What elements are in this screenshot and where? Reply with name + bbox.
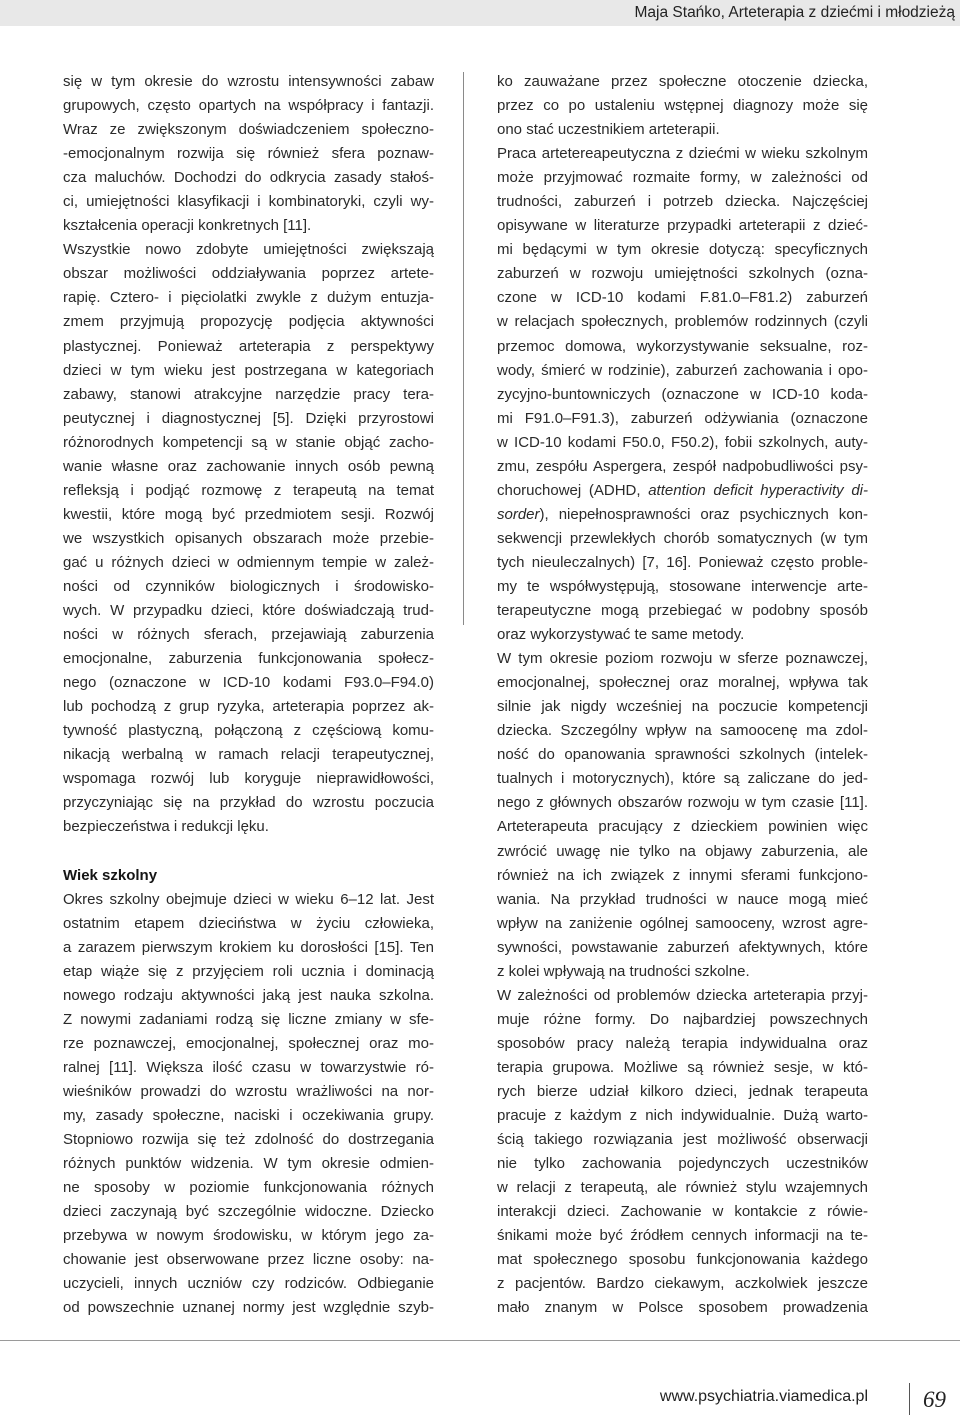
text-line: grupowych, często opartych na współpracy i fantazji. xyxy=(63,97,434,115)
text-line: sywności, powstawanie zaburzeń afektywnych, które xyxy=(497,938,868,956)
text-line: wanie własne oraz zachowanie innych osób pewną xyxy=(63,457,434,475)
text-line: W zależności od problemów dziecka arteterapia przyj- xyxy=(497,986,868,1004)
page-number-divider xyxy=(909,1383,910,1415)
text-line: ności w różnych sferach, przejawiają zaburzenia xyxy=(63,626,434,644)
journal-url: www.psychiatria.viamedica.pl xyxy=(659,1388,868,1405)
text-line: zabawy, stanowi atrakcyjne narzędzie pracy tera- xyxy=(63,385,434,403)
right-column xyxy=(497,70,868,1320)
text-line: ność do opanowania sprawności szkolnych (intelek- xyxy=(497,746,868,764)
text-line: opisywane w literaturze przypadki arteterapii z dzieć- xyxy=(497,217,868,235)
paragraph xyxy=(497,70,868,142)
text-line: Praca artetereapeutyczna z dziećmi w wieku szkolnym xyxy=(497,145,868,163)
text-line: ostatnim etapem dzieciństwa w życiu człowieka, xyxy=(63,914,434,932)
text-line: czone w ICD-10 kodami F.81.0–F81.2) zaburzeń xyxy=(497,289,868,307)
text-line: rze poznawczej, emocjonalnej, społecznej oraz mo- xyxy=(63,1034,434,1052)
text-line: zwrócić uwagę nie tylko na objawy zaburzenia, ale xyxy=(497,842,868,860)
text-line: Arteterapeuta pracujący z dzieckiem powinien więc xyxy=(497,818,868,836)
text-line: a zarazem pierwszym krokiem ku dorosłości [15]. Ten xyxy=(63,938,434,956)
text-line: przyczyniając się na przykład do wzrostu poczucia xyxy=(63,794,434,812)
paragraph xyxy=(497,647,868,984)
text-line: obszar możliwości oddziaływania poprzez artete- xyxy=(63,265,434,283)
italic-term: sorder xyxy=(497,505,540,523)
text-line: ne sposoby w poziomie funkcjonowania różnych xyxy=(63,1179,434,1197)
text-line: dzieci w tym wieku jest postrzegana w kategoriach xyxy=(63,361,434,379)
paragraph xyxy=(63,70,434,238)
text-line: zaburzeń w rozwoju umiejętności szkolnych (ozna- xyxy=(497,265,868,283)
text-line: peutycznej i diagnostycznej [5]. Dzięki przyrostowi xyxy=(63,409,434,427)
text-line: rych bierze udział kilkoro dzieci, jednak terapeuta xyxy=(497,1082,868,1100)
text-line: może przyjmować rozmaite formy, w zależności od xyxy=(497,169,868,187)
text-span: choruchowej (ADHD, xyxy=(497,481,649,499)
text-line: ko zauważane przez społeczne otoczenie dziecka, xyxy=(497,73,868,90)
italic-term: attention deficit hyperactivity di- xyxy=(648,481,868,499)
text-line: Z nowymi zadaniami rodzą się liczne zmiany w sfe- xyxy=(63,1010,434,1028)
text-line: chowanie jest obserwowane przez liczne osoby: na- xyxy=(63,1251,434,1269)
text-line: ścią takiego rozwiązania jest możliwość obserwacji xyxy=(497,1131,868,1149)
text-line: Wraz ze zwiększonym doświadczeniem społeczno- xyxy=(63,121,434,139)
text-span: ), niepełnosprawności oraz psychicznych kon- xyxy=(539,505,868,523)
text-line: przemoc domowa, wykorzystywanie seksualne, roz- xyxy=(497,337,868,355)
paragraph xyxy=(63,238,434,839)
text-line: W tym okresie poziom rozwoju w sferze poznawczej, xyxy=(497,650,868,668)
text-line: lub pochodzą z grup ryzyka, arteterapia poprzez ak- xyxy=(63,698,434,716)
paragraph xyxy=(497,142,868,647)
text-line: się w tym okresie do wzrostu intensywności zabaw xyxy=(63,73,434,90)
text-line: zmem przyjmują propozycję podjęcia aktywności xyxy=(63,313,434,331)
text-line: nego (oznaczone w ICD-10 kodami F93.0–F94.0) xyxy=(63,674,434,692)
text-line: od powszechnie uznanej normy jest względnie szyb- xyxy=(63,1299,434,1317)
text-line: mi F91.0–F91.3), zaburzeń odżywiania (oznaczone xyxy=(497,409,868,427)
text-line: my, zasady społeczne, naciski i oczekiwania grupy. xyxy=(63,1107,434,1125)
text-line: wych. W przypadku dzieci, które doświadczają trud- xyxy=(63,602,434,620)
running-title: Maja Stańko, Arteterapia z dziećmi i młodzieżą xyxy=(634,4,955,21)
text-line: cza maluchów. Dochodzi do odkrycia zasady stałoś- xyxy=(63,169,434,187)
text-line xyxy=(497,503,868,527)
text-line: w relacji z terapeutą, ale również stylu wzajemnych xyxy=(497,1179,868,1197)
text-line: refleksją i podjąć rozmowę z terapeutą na temat xyxy=(63,481,434,499)
text-line: mat społecznego sposobu funkcjonowania każdego xyxy=(497,1251,868,1269)
text-line: śnikami może być źródłem cennych informacji na te- xyxy=(497,1227,868,1245)
text-line: sposobów pracy należą terapia indywidualna oraz xyxy=(497,1034,868,1052)
text-line: różnorodnych kompetencji są w stanie objąć zacho- xyxy=(63,433,434,451)
text-line: rapię. Cztero- i pięciolatki zwykle z dużym entuzja- xyxy=(63,289,434,307)
text-line: emocjonalne, zaburzenia funkcjonowania społecz- xyxy=(63,650,434,668)
text-line: gać u różnych dzieci w odmiennym tempie w zależ- xyxy=(63,553,434,571)
text-line: tych nieuleczalnych) [7, 16]. Ponieważ często proble- xyxy=(497,553,868,571)
text-line: oraz wykorzystywać te same metody. xyxy=(497,626,745,644)
text-line: mi będącymi w tym okresie dotyczą: specyficznych xyxy=(497,241,868,259)
text-line: zycyjno-buntowniczych (oznaczone w ICD-10 koda- xyxy=(497,385,868,403)
text-line: muje różne formy. Do najbardziej powszechnych xyxy=(497,1010,868,1028)
text-line: ności od czynników biologicznych i środowisko- xyxy=(63,577,434,595)
text-line: wieśników prowadzi do wzrostu wrażliwości na nor- xyxy=(63,1082,434,1100)
text-line: tywność plastyczną, połączoną z częściową komu- xyxy=(63,722,434,740)
text-line: we wszystkich opisanych obszarach może przebie- xyxy=(63,529,434,547)
text-line: w ICD-10 kodami F50.0, F50.2), fobii szkolnych, auty- xyxy=(497,433,868,451)
text-line: bezpieczeństwa i redukcji lęku. xyxy=(63,818,269,836)
text-line: różnych punktów widzenia. W tym okresie odmien- xyxy=(63,1155,434,1173)
text-line: my te współwystępują, stosowane interwencje arte- xyxy=(497,577,868,595)
paragraph xyxy=(497,984,868,1321)
text-line: trudności, zaburzeń i potrzeb dziecka. Najczęściej xyxy=(497,193,868,211)
text-line: terapia grupowa. Możliwe są również sesje, w któ- xyxy=(497,1058,868,1076)
text-line: z pacjentów. Bardzo ciekawym, aczkolwiek jeszcze xyxy=(497,1275,868,1293)
text-line: kwestii, które mogą być przedmiotem sesji. Rozwój xyxy=(63,505,434,523)
text-line: również na ich związek z innymi sferami funkcjono- xyxy=(497,866,868,884)
text-line: Stopniowo rozwija się też zdolność do dostrzegania xyxy=(63,1131,434,1149)
page-number: 69 xyxy=(923,1387,946,1412)
text-line: nowego rodzaju aktywności jaką jest nauka szkolna. xyxy=(63,986,434,1004)
text-line: sekwencji przewlekłych chorób somatycznych (w tym xyxy=(497,529,868,547)
text-line: nego z głównych obszarów rozwoju w tym czasie [11]. xyxy=(497,794,868,812)
text-line: ci, umiejętności klasyfikacji i kombinatoryki, czyli wy- xyxy=(63,193,434,211)
text-line: nie tylko zachowania pojedynczych uczestników xyxy=(497,1155,868,1173)
text-line: wody, śmierć w rodzinie), zaburzeń zachowania i opo- xyxy=(497,361,868,379)
text-line: ralnej [11]. Większa ilość czasu w towarzystwie ró- xyxy=(63,1058,434,1076)
footer-rule xyxy=(0,1340,960,1341)
text-line xyxy=(497,479,868,503)
text-line: Wszystkie nowo zdobyte umiejętności zwiększają xyxy=(63,241,434,259)
text-line: w relacjach społecznych, problemów rodzinnych (czyli xyxy=(497,313,868,331)
text-line: nikacją werbalną w ramach relacji terapeutycznej, xyxy=(63,746,434,764)
text-line: wspomaga rozwój lub koryguje nieprawidłowości, xyxy=(63,770,434,788)
text-line: przez co po ustaleniu wstępnej diagnozy może się xyxy=(497,97,868,115)
text-line: mało znanym w Polsce sposobem prowadzenia xyxy=(497,1299,868,1317)
text-line: interakcji dzieci. Zachowanie w kontakcie z rówie- xyxy=(497,1203,868,1221)
column-divider xyxy=(463,72,464,625)
text-line: przebywa w nowym środowisku, w którym jego za- xyxy=(63,1227,434,1245)
text-line: pracuje z każdym z nich indywidualnie. Dużą warto- xyxy=(497,1107,868,1125)
text-line: wania. Na przykład trudności w nauce mogą mieć xyxy=(497,890,868,908)
text-line: emocjonalnej, społecznej oraz moralnej, wpływa tak xyxy=(497,674,868,692)
text-line: dziecka. Szczególny wpływ na samoocenę ma zdol- xyxy=(497,722,868,740)
text-line: zmu, zespółu Aspergera, zespół nadpobudliwości psy- xyxy=(497,457,868,475)
text-line: silnie jak nigdy wcześniej na poczucie kompetencji xyxy=(497,698,868,716)
text-line: terapeutyczne mogą przebiegać w podobny sposób xyxy=(497,602,868,620)
text-line: Okres szkolny obejmuje dzieci w wieku 6–12 lat. Jest xyxy=(63,890,434,908)
text-line: plastycznej. Ponieważ arteterapia z perspektywy xyxy=(63,337,434,355)
text-line: wpływ na zaniżenie ogólnej samooceny, wzrost agre- xyxy=(497,914,868,932)
text-line: dzieci zaczynają być szczególnie widoczne. Dziecko xyxy=(63,1203,434,1221)
text-line: tualnych i motorycznych), które są zaliczane do jed- xyxy=(497,770,868,788)
paragraph xyxy=(63,888,434,1321)
text-line: kształcenia operacji konkretnych [11]. xyxy=(63,217,312,235)
section-heading: Wiek szkolny xyxy=(63,866,158,884)
text-line: ono stać uczestnikiem arteterapii. xyxy=(497,121,720,139)
text-line: -emocjonalnym rozwija się również sfera poznaw- xyxy=(63,145,434,163)
left-column xyxy=(63,70,434,1320)
text-line: etap wiąże się z przyjęciem roli ucznia i dominacją xyxy=(63,962,434,980)
text-line: z kolei wpływają na trudności szkolne. xyxy=(497,962,750,980)
text-line: uczycieli, innych uczniów czy rodziców. Odbieganie xyxy=(63,1275,434,1293)
